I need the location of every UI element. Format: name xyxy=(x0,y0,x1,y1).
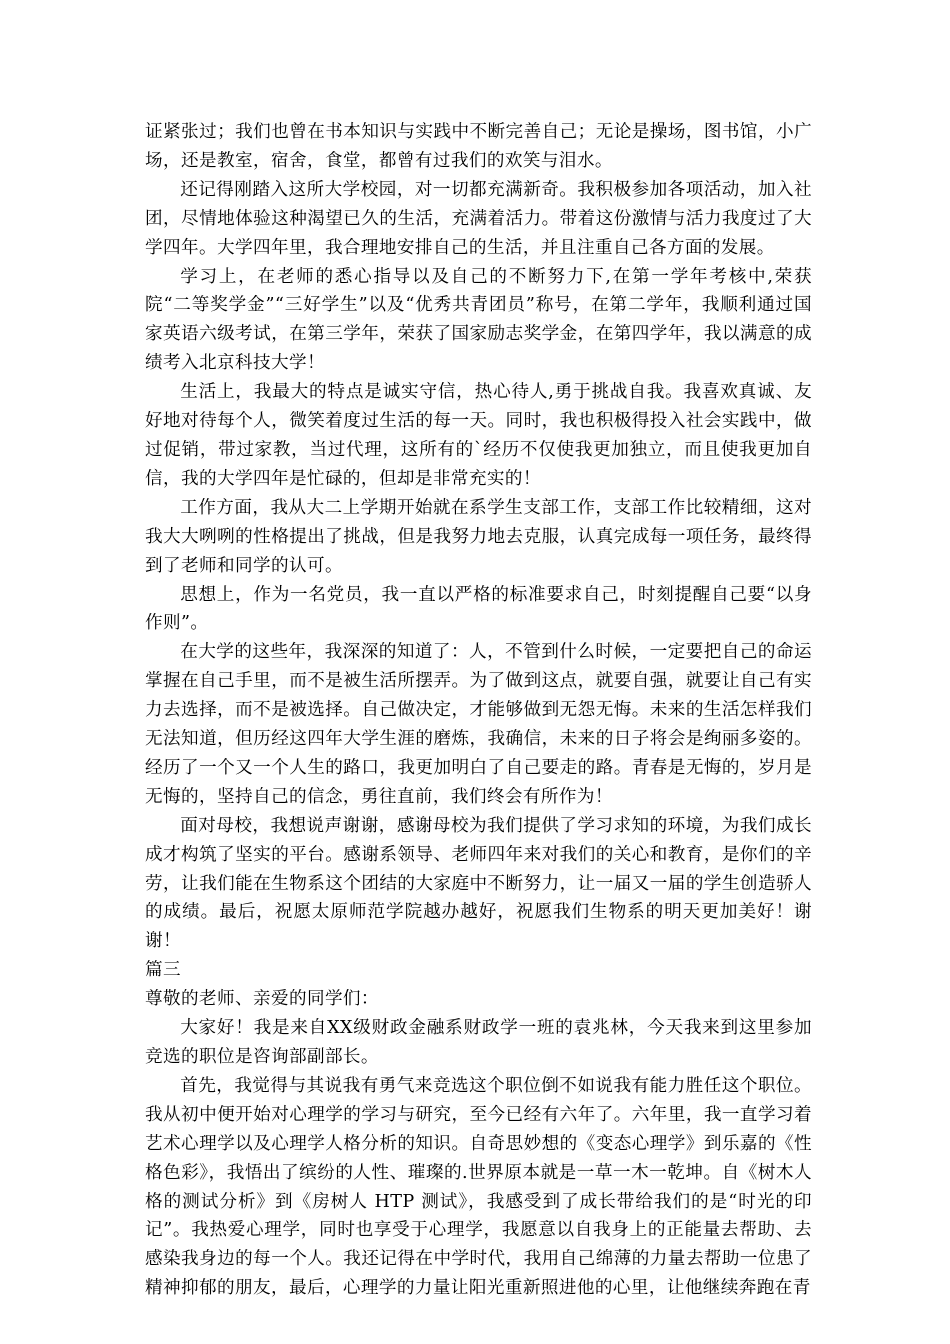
paragraph-10: 首先，我觉得与其说我有勇气来竞选这个职位倒不如说我有能力胜任这个职位。我从初中便开始对心理学的学习与研究，至今已经有六年了。六年里，我一直学习着艺术心理学以及心理学人格分析的知识。自奇思妙想的《变态心理学》到乐嘉的《性格色彩》，我悟出了缤纷的人性、璀璨的.世界原本就是一草一木一乾坤。自《树木人格的测试分析》到《房树人 HTP 测试》，我感受到了成长带给我们的是“时光的印记”。我热爱心理学，同时也享受于心理学，我愿意以自我身上的正能量去帮助、去感染我身边的每一个人。我还记得在中学时代，我用自己绵薄的力量去帮助一位患了精神抑郁的朋友，最后，心理学的力量让阳光重新照进他的心里，让他继续奔跑在青 xyxy=(145,1075,812,1299)
paragraph-7: 在大学的这些年，我深深的知道了：人，不管到什么时候，一定要把自己的命运掌握在自己手里，而不是被生活所摆弄。为了做到这点，就要自强，就要让自己有实力去选择，而不是被选择。自己做决定，才能够做到无怨无悔。未来的生活怎样我们无法知道，但历经这四年大学生涯的磨炼，我确信，未来的日子将会是绚丽多姿的。经历了一个又一个人生的路口，我更加明白了自己要走的路。青春是无悔的，岁月是无悔的，坚持自己的信念，勇往直前，我们终会有所作为！ xyxy=(145,642,812,807)
document-body xyxy=(145,118,812,1303)
paragraph-5: 工作方面，我从大二上学期开始就在系学生支部工作，支部工作比较精细，这对我大大咧咧的性格提出了挑战，但是我努力地去克服，认真完成每一项任务，最终得到了老师和同学的认可。 xyxy=(145,497,812,576)
paragraph-2: 还记得刚踏入这所大学校园，对一切都充满新奇。我积极参加各项活动，加入社团，尽情地体验这种渴望已久的生活，充满着活力。带着这份激情与活力我度过了大学四年。大学四年里，我合理地安排自己的生活，并且注重自己各方面的发展。 xyxy=(145,179,812,258)
paragraph-3: 学习上，在老师的悉心指导以及自己的不断努力下,在第一学年考核中,荣获院“二等奖学金”“三好学生”以及“优秀共青团员”称号，在第二学年，我顺利通过国家英语六级考试，在第三学年，荣获了国家励志奖学金，在第四学年，我以满意的成绩考入北京科技大学！ xyxy=(145,266,812,374)
paragraph-9: 大家好！我是来自XX级财政金融系财政学一班的袁兆林，今天我来到这里参加竞选的职位是咨询部副部长。 xyxy=(145,1018,812,1067)
paragraph-1: 证紧张过；我们也曾在书本知识与实践中不断完善自己；无论是操场，图书馆，小广场，还是教室，宿舍，食堂，都曾有过我们的欢笑与泪水。 xyxy=(145,122,812,171)
section-heading: 篇三 xyxy=(145,960,181,981)
salutation: 尊敬的老师、亲爱的同学们： xyxy=(145,989,379,1010)
paragraph-8: 面对母校，我想说声谢谢，感谢母校为我们提供了学习求知的环境，为我们成长成才构筑了坚实的平台。感谢系领导、老师四年来对我们的关心和教育，是你们的辛劳，让我们能在生物系这个团结的大家庭中不断努力，让一届又一届的学生创造骄人的成绩。最后，祝愿太原师范学院越办越好，祝愿我们生物系的明天更加美好！谢谢！ xyxy=(145,815,812,952)
paragraph-6: 思想上，作为一名党员，我一直以严格的标准要求自己，时刻提醒自己要“以身作则”。 xyxy=(145,584,812,634)
paragraph-4: 生活上，我最大的特点是诚实守信，热心待人,勇于挑战自我。我喜欢真诚、友好地对待每个人，微笑着度过生活的每一天。同时，我也积极得投入社会实践中，做过促销，带过家教，当过代理，这所有的`经历不仅使我更加独立，而且使我更加自信，我的大学四年是忙碌的，但却是非常充实的！ xyxy=(145,382,812,489)
